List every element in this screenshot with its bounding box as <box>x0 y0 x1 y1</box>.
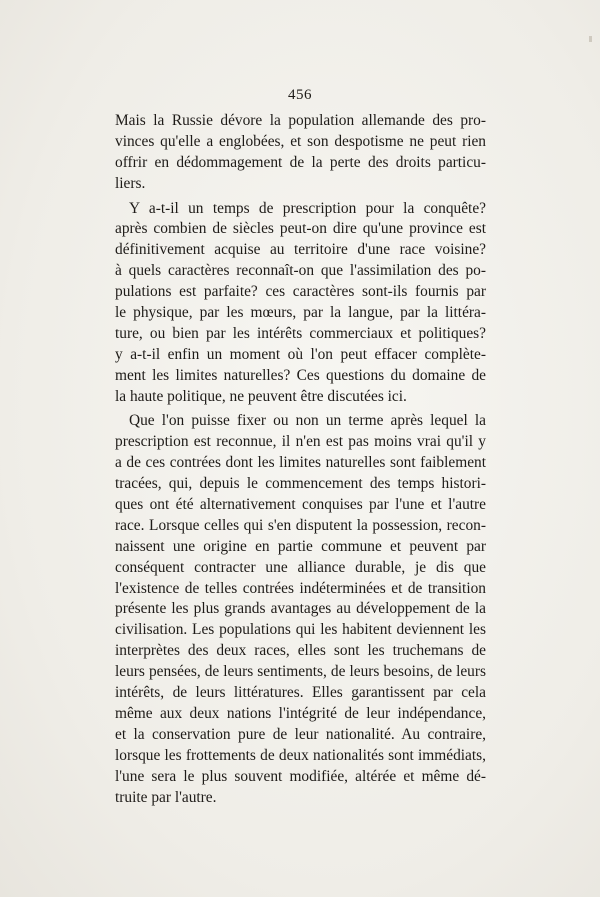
text-line: Y a-t-il un temps de prescription pour la conquête? <box>129 199 486 217</box>
text-line: après combien de siècles peut-on dire qu'une province est <box>115 220 486 238</box>
text-line: tracées, qui, depuis le commencement des temps histori- <box>115 475 486 493</box>
text-line: et la conservation pure de leur nationalité. Au contraire, <box>115 725 486 743</box>
text-line: le physique, par les mœurs, par la langue, par la littéra- <box>115 304 486 322</box>
text-line: vinces qu'elle a englobées, et son despotisme ne peut rien <box>115 132 486 150</box>
text-line: offrir en dédommagement de la perte des droits particu- <box>115 153 486 171</box>
text-line: lorsque les frottements de deux nationalités sont immédiats, <box>115 746 486 764</box>
paragraph-1 <box>115 111 486 195</box>
text-line: y a-t-il enfin un moment où l'on peut effacer complète- <box>115 345 486 363</box>
page-edge-mark <box>589 36 592 42</box>
text-line: interprètes des deux races, elles sont les truchemans de <box>115 642 486 660</box>
text-line: conséquent contracter une alliance durable, je dis que <box>115 558 486 576</box>
text-line: intérêts, de leurs littératures. Elles garantissent par cela <box>115 684 486 702</box>
text-line: truite par l'autre. <box>115 788 217 806</box>
body-text <box>115 111 486 808</box>
text-line: l'une sera le plus souvent modifiée, altérée et même dé- <box>115 767 486 785</box>
text-line: race. Lorsque celles qui s'en disputent la possession, recon- <box>115 516 486 534</box>
paragraph-3 <box>115 411 486 808</box>
text-line: l'existence de telles contrées indéterminées et de transition <box>115 579 486 597</box>
text-line: civilisation. Les populations qui les habitent deviennent les <box>115 621 486 639</box>
text-line: Que l'on puisse fixer ou non un terme après lequel la <box>129 412 486 430</box>
text-line: la haute politique, ne peuvent être discutées ici. <box>115 387 407 405</box>
text-line: définitivement acquise au territoire d'une race voisine? <box>115 241 486 259</box>
text-line: à quels caractères reconnaît-on que l'assimilation des po- <box>115 262 486 280</box>
text-line: liers. <box>115 174 146 192</box>
paragraph-2 <box>115 199 486 408</box>
text-line: ture, ou bien par les intérêts commerciaux et politiques? <box>115 324 486 342</box>
text-line: leurs pensées, de leurs sentiments, de leurs besoins, de leurs <box>115 663 486 681</box>
text-line: Mais la Russie dévore la population allemande des pro- <box>115 112 486 129</box>
text-line: pulations est parfaite? ces caractères sont-ils fournis par <box>115 283 486 301</box>
page-number: 456 <box>288 87 312 103</box>
text-line: ment les limites naturelles? Ces questions du domaine de <box>115 366 486 384</box>
text-line: prescription est reconnue, il n'en est pas moins vrai qu'il y <box>115 433 486 451</box>
text-line: ques ont été alternativement conquises par l'une et l'autre <box>115 496 486 514</box>
text-line: même aux deux nations l'intégrité de leur indépendance, <box>115 704 486 722</box>
text-line: présente les plus grands avantages au développement de la <box>115 600 486 618</box>
text-line: a de ces contrées dont les limites naturelles sont faiblement <box>115 454 486 472</box>
text-line: naissent une origine en partie commune et peuvent par <box>115 537 486 555</box>
